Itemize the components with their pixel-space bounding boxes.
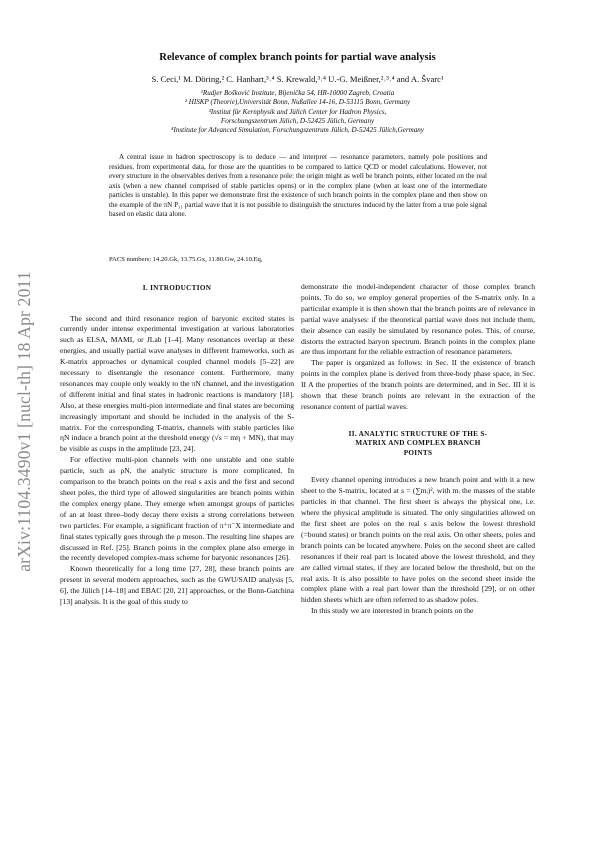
paper-title: Relevance of complex branch points for partial wave analysis	[159, 52, 436, 63]
paragraph: The second and third resonance region of baryonic excited states is currently under intense experimental investigation at various laboratories such as ELSA, MAMI, or JLab [1–4]. Many resonances overlap at these energies, and usually partial wave analyses in different frameworks, such as K-matrix approaches or dynamical coupled channel models [5–22] are necessary to disentangle the resonance content. Furthermore, many resonances may couple only weakly to the πN channel, and the investigation of different initial and final states in hadronic reactions is mandatory [18]. Also, at these energies multi-pion intermediate and final states are becoming increasingly important and should be included in the analysis of the S-matrix. For the corresponding T-matrix, channels with stable particles like ηN induce a branch point at the threshold energy (√s = mη + MN), that may be visible as cusps in the amplitude [23, 24].	[60, 313, 294, 454]
right-column	[301, 282, 535, 617]
left-column	[60, 284, 294, 608]
section-heading: II. ANALYTIC STRUCTURE OF THE S-MATRIX AND COMPLEX BRANCH POINTS	[348, 429, 488, 457]
paragraph: In this study we are interested in branch points on the	[311, 606, 474, 616]
abstract: A central issue in hadron spectroscopy is to deduce — and interpret — resonance parameters, namely pole positions and residues, from experimental data, for those are the quantities to be compared to lattice QCD or model calculations. However, not every structure in the observables derives from a resonance pole: the origin might as well be branch points, either located on the real axis (when a new channel comprised of stable particles opens) or in the complex plane (when at least one of the intermediate particles is unstable). In this paper we demonstrate first the existence of such branch points in the complex plane and then show on the example of the πN P₁₁ partial wave that it is not possible to distinguish the structures induced by the latter from a true pole signal based on elastic data alone.	[109, 153, 487, 219]
affiliation: ⁴Institute for Advanced Simulation, Forschungszentrum Jülich, D-52425 Jülich,Germany	[171, 126, 424, 135]
paragraph: The paper is organized as follows: in Sec. II the existence of branch points in the complex plane is derived from three-body phase space, in Sec. II A the properties of the branch points are determined, and in Sec. III it is shown that these branch points are relevant in the extraction of the resonance content of partial waves.	[301, 358, 535, 411]
paragraph: For effective multi-pion channels with one unstable and one stable particle, such as ρN, the analytic structure is more complicated. In comparison to the branch points on the real s axis and the first and second sheet poles, the third type of allowed singularities are branch points within the complex energy plane. They emerge when amongst groups of particles of an at least three–body decay there exists a strong correlations between two particles. For example, a significant fraction of π⁺π⁻X intermediate and final states typically goes through the ρ meson. The resulting line shapes are discussed in Ref. [25]. Branch points in the complex plane also emerge in the recently developed complex-mass scheme for baryonic resonances [26].	[60, 455, 294, 563]
author-list: S. Ceci,¹ M. Döring,² C. Hanhart,³˒⁴ S. Krewald,³˒⁴ U.-G. Meißner,²˒³˒⁴ and A. Švarc¹	[151, 74, 444, 84]
paragraph: Known theoretically for a long time [27, 28], these branch points are present in several modern approaches, such as the GWU/SAID analysis [5, 6], the Jülich [14–18] and EBAC [20, 21] approaches, or the Bonn-Gatchina [13] analysis. It is the goal of this study to	[60, 564, 294, 607]
paragraph: Every channel opening introduces a new branch point and with it a new sheet to the S-matrix, located at s = (∑mᵢ)², with mᵢ the masses of the stable particles in that channel. The first sheet is always the physical one, i.e. where the physical amplitude is situated. The only singularities allowed on the first sheet are poles on the real s axis below the lowest threshold (=bound states) or branch points on the real axis. On other sheets, poles and branch points can be located anywhere. Poles on the second sheet are called resonances if their real part is located above the lowest threshold, and they are called virtual states, if they are located below the threshold, but on the real axis. It is also possible to have poles on the second sheet inside the complex plane with a real part lower than the threshold [29], or on other hidden sheets which are often referred to as shadow poles.	[301, 475, 535, 605]
affiliation: ¹Rudjer Bošković Institute, Bijenička 54, HR-10000 Zagreb, Croatia	[200, 89, 395, 97]
paragraph: demonstrate the model-independent character of those complex branch points. To do so, we employ general properties of the S-matrix only. In a particular example it is then shown that the branch points are of relevance in partial wave analyses: if the theoretical partial wave does not include them, their absence can easily be simulated by resonance poles. This, of course, distorts the extracted baryon spectrum. Branch points in the complex plane are thus important for the reliable extraction of resonance parameters.	[301, 282, 535, 357]
affiliation: ² HISKP (Theorie),Universität Bonn, Nußallee 14-16, D-53115 Bonn, Germany	[184, 98, 411, 107]
affiliations	[60, 89, 535, 135]
section-heading: I. INTRODUCTION	[142, 284, 212, 292]
pacs-numbers: PACS numbers: 14.20.Gk, 13.75.Gx, 11.80.Gw, 24.10.Eq,	[109, 256, 263, 263]
affiliation: ³Institut für Kernphysik and Jülich Center for Hadron Physics,	[208, 107, 387, 116]
arxiv-stamp	[12, 231, 36, 611]
arxiv-id: arXiv:1104.3490v1 [nucl-th] 18 Apr 2011	[13, 270, 34, 572]
affiliation: Forschungszentrum Jülich, D-52425 Jülich, Germany	[220, 116, 375, 125]
